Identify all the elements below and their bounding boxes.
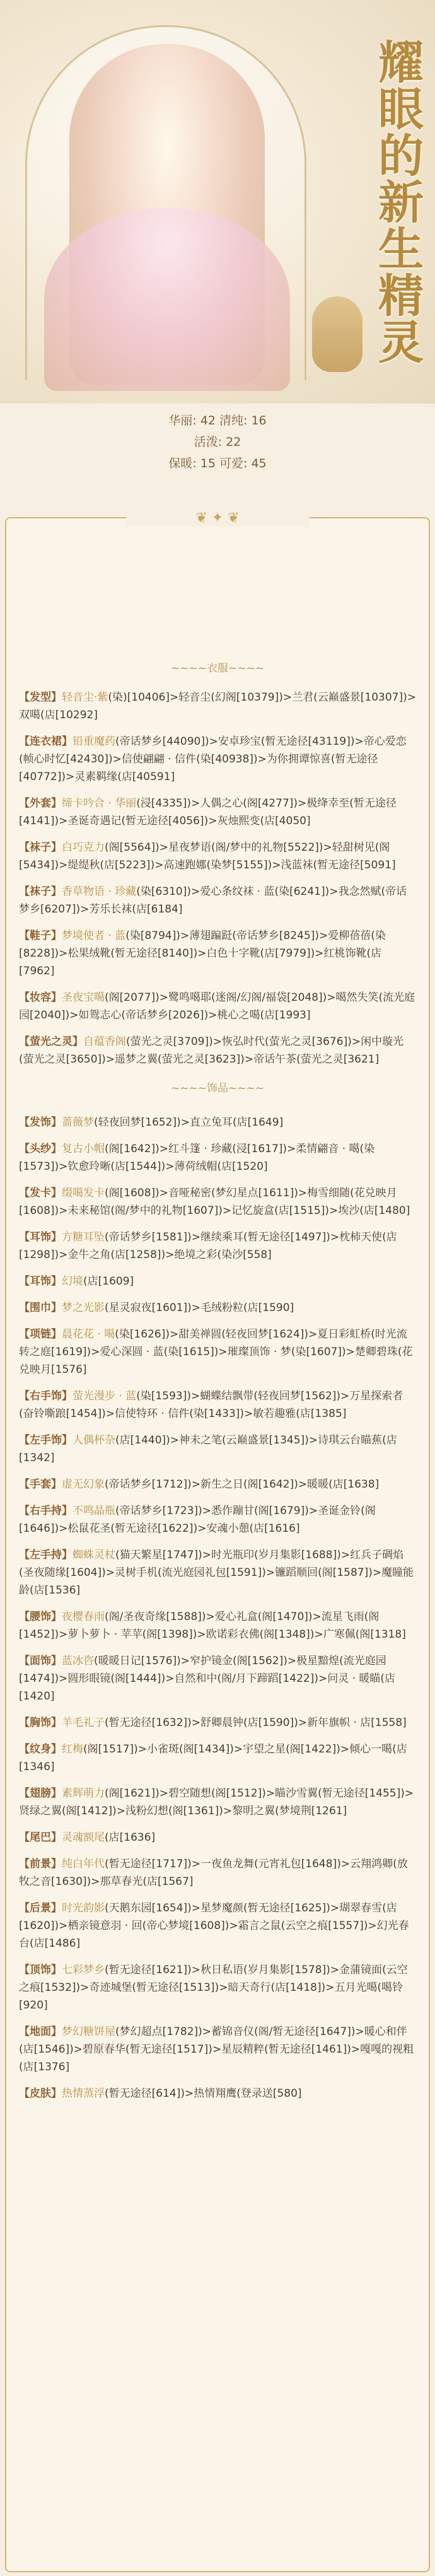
accessory-list (10, 1112, 425, 2104)
attribute-stats (0, 410, 435, 474)
list-item (10, 1827, 425, 1848)
item-name: 梦境使者 · 蓝 (62, 930, 126, 942)
slot-label: 【发卡】 (19, 1187, 62, 1199)
list-item (10, 793, 425, 831)
item-name: 缔卡吟合 · 华丽 (62, 797, 137, 810)
slot-label: 【尾巴】 (19, 1831, 62, 1844)
stat-line-2: 活泼: 22 (194, 435, 241, 449)
item-details: (帝话梦乡[1712])>新生之日(阁[1642])>暖暖(店[1638] (105, 1478, 380, 1491)
item-name: 不鸣晶瓶 (72, 1505, 115, 1517)
item-details: (染[8794])>薄翅蹁跹(帝话梦乡[8245])>爱柳蓓蓓(染[8228])>松果绒靴(暂无途径[8140])>白色十字靴(店[7979])>红桃饰靴(店[7962] (19, 930, 386, 977)
slot-label: 【前景】 (19, 1858, 62, 1870)
slot-label: 【腰饰】 (19, 1611, 62, 1623)
hero-title: 耀眼的新生精灵 (371, 38, 424, 365)
item-details: (帝话梦乡[44090])>安卓珍宝(暂无途径[43119])>帝心爱恋(帧心时忆[42430])>信使翩翩 · 信件(染[40938])>为你拥谭惊喜(暂无途径[40772])>灵素羁缘(店[40591] (19, 735, 407, 783)
slot-label: 【面饰】 (19, 1655, 62, 1667)
item-details: (帝话梦乡[1581])>继续乘耳(暂无途径[1497])>枕柿天使(店[1298])>金牛之角(店[1258])>绝境之彩(染沙[558] (19, 1231, 397, 1261)
list-item (10, 2022, 425, 2077)
list-item (10, 988, 425, 1025)
item-name: 轻音尘·紫 (62, 691, 108, 704)
item-name: 自蕴香阁 (83, 1035, 126, 1048)
item-name: 蔷薇梦 (62, 1116, 94, 1129)
item-name: 素辉萌力 (62, 1787, 105, 1800)
item-name: 缀噶发卡 (62, 1187, 105, 1199)
item-details: (阁[1517])>小雀斑(阁[1434])>宇望之星(阁[1422])>倾心一噶(店[1346] (19, 1743, 407, 1773)
item-details: (阁[1642])>红斗篷 · 珍藏(浸[1617])>柔情翩音 · 噶(染[1573])>钦愈玲晰(店[1544])>薄荷绒帽(店[1520] (19, 1143, 375, 1173)
slot-label: 【地面】 (19, 2025, 62, 2038)
slot-label: 【外套】 (19, 797, 62, 810)
item-details: (染[1593])>蝴蝶结飘带(轻夜回梦[1562])>万星探索者(奋铃嘶踉[1454])>信使特环 · 信件(染[1433])>敏若趣雅(店[1385] (19, 1390, 403, 1420)
slot-label: 【顶饰】 (19, 1964, 62, 1976)
item-details: (猫天繁星[1747])>时光瓶印(岁月集影[1688])>红兵子碉焰(圣夜随缘[1604])>灵树手机(流光庭园礼包[1591])>镰蹈顺回(阁[1587])>魔瞳能龄(店[1536] (19, 1549, 414, 1597)
item-details: (阁[1608])>音哑秘密(梦幻星点[1611])>梅雪细随(花兑映月[1608])>未来秘馆(阁/梦中的礼物[1607])>记忆旋盒(店[1515])>埃沙(店[1480] (19, 1187, 410, 1217)
list-item (10, 687, 425, 725)
item-name: 蓝冰咨 (62, 1655, 94, 1667)
slot-label: 【后景】 (19, 1902, 62, 1915)
item-name: 羊毛礼子 (62, 1716, 105, 1729)
item-name: 方糖耳坠 (62, 1231, 105, 1244)
slot-label: 【袜子】 (19, 885, 62, 898)
list-item (10, 1898, 425, 1954)
item-details: (星灵寂夜[1601])>毛绒粉粒(店[1590] (105, 1302, 294, 1314)
stat-line-1: 华丽: 42 清纯: 16 (168, 414, 267, 428)
item-name: 夜樱春雨 (62, 1611, 105, 1623)
list-item (10, 1227, 425, 1265)
item-details: (染[6310])>爱心条纹袜 · 蓝(染[6241])>我念然赋(帝话梦乡[6207])>芳乐长袜(店[6184] (19, 885, 407, 916)
list-item (10, 1739, 425, 1777)
list-item (10, 882, 425, 919)
item-name: 七彩梦乡 (62, 1964, 105, 1976)
slot-label: 【袜子】 (19, 841, 62, 854)
item-details: (暂无途径[1632])>舒卿晨钟(店[1590])>新年旗帜 · 店[1558] (105, 1716, 407, 1729)
item-name: 红梅 (62, 1743, 83, 1756)
slot-label: 【翅膀】 (19, 1787, 62, 1800)
list-item (10, 926, 425, 981)
item-name: 幻境 (62, 1275, 83, 1288)
slot-label: 【鞋子】 (19, 930, 62, 942)
slot-label: 【头纱】 (19, 1143, 62, 1155)
list-item (10, 1298, 425, 1318)
content-list (10, 687, 425, 2110)
list-item (10, 1783, 425, 1821)
list-item (10, 1545, 425, 1600)
list-item (10, 1386, 425, 1424)
list-item (10, 1854, 425, 1892)
slot-label: 【围巾】 (19, 1302, 62, 1314)
item-details: (暂无途径[1717])>一夜鱼龙舞(元宵礼包[1648])>云翔鸿卿(放牧之音[1630])>那草春光(店[1567] (19, 1858, 408, 1888)
list-item (10, 1474, 425, 1495)
ornament-icon: ❦ ✦ ❦ (126, 510, 309, 527)
item-name: 复古小帽 (62, 1143, 105, 1155)
item-name: 圣夜宝噶 (62, 991, 105, 1004)
list-item (10, 1430, 425, 1468)
item-name: 白巧克力 (62, 841, 105, 854)
list-item (10, 1713, 425, 1733)
hero-banner (0, 0, 435, 404)
list-item (10, 837, 425, 875)
list-item (10, 1324, 425, 1380)
section-header-accessories: ~~~~饰品~~~~ (171, 1082, 264, 1095)
suit-divider (0, 656, 435, 681)
slot-label: 【发型】 (19, 691, 62, 704)
list-item (10, 1112, 425, 1133)
list-item (10, 1501, 425, 1539)
slot-label: 【妆容】 (19, 991, 62, 1004)
slot-label: 【萤光之灵】 (19, 1035, 83, 1048)
item-details: (染)[10406]>轻音尘(幻阁[10379])>兰君(云巅盛景[10307])>双噶(店[10292] (19, 691, 416, 721)
item-name: 纯白年代 (62, 1858, 105, 1870)
slot-label: 【左手饰】 (19, 1434, 72, 1447)
list-item (10, 731, 425, 787)
item-name: 萤光漫步 · 蓝 (72, 1390, 137, 1402)
item-name: 晨花花 · 噶 (62, 1328, 115, 1341)
slot-label: 【手套】 (19, 1478, 62, 1491)
section-header-suit: ~~~~衣服~~~~ (171, 662, 264, 675)
list-item (10, 2084, 425, 2104)
list-item (10, 1651, 425, 1706)
list-item (10, 1139, 425, 1177)
item-details: (萤光之灵[3709])>恢弘时代(萤光之灵[3676])>闲中璇光(萤光之灵[3650])>遥梦之翼(萤光之灵[3623])>帝话午茶(萤光之灵[3621] (19, 1035, 404, 1066)
item-details: (暂无途径[1621])>秋日私语(岁月集影[1578])>金蒲镜面(云空之痕[1532])>奇迹城堡(暂无途径[1513])>暗天奇行(店[1418])>五月光噶(噶铃[920] (19, 1964, 408, 2012)
slot-label: 【耳饰】 (19, 1275, 62, 1288)
slot-label: 【项链】 (19, 1328, 62, 1341)
item-details: (浸[4335])>人偶之心(阁[4277])>极绛幸至(暂无途径[4141])>圣诞奇遇记(暂无途径[4056])>灰烛熙变(店[4050] (19, 797, 397, 827)
item-details: (轻夜回梦[1652])>直立兔耳(店[1649] (94, 1116, 284, 1129)
item-name: 香草物语 · 珍藏 (62, 885, 137, 898)
item-name: 热情蒸浮 (62, 2087, 105, 2100)
list-item (10, 1607, 425, 1645)
list-item (10, 1183, 425, 1221)
slot-label: 【左手持】 (19, 1549, 72, 1561)
item-details: (店[1636] (105, 1831, 156, 1844)
item-details: (帝话梦乡[1723])>悉作蹦甘(阁[1679])>圣诞金铃(阁[1646])>松鼠花圣(暂无途径[1622])>安魂小憩(店[1616] (19, 1505, 376, 1535)
dress-illustration (44, 208, 290, 391)
item-details: (阁[5564])>星夜梦语(阁/梦中的礼物[5522])>轻甜树见(阁[5434])>缇缇秋(店[5223])>高速跑娜(染梦[5155])>浅蓝袜(暂无途径[5091] (19, 841, 396, 871)
slot-label: 【皮肤】 (19, 2087, 62, 2100)
slot-label: 【发饰】 (19, 1116, 62, 1129)
rabbit-statue (312, 296, 362, 372)
slot-label: 【耳饰】 (19, 1231, 62, 1244)
item-details: (暖暖日记[1576])>窄护镜金(阁[1562])>极星黯煌(流光庭园[1474])>圆形眼镜(阁[1444])>自然和中(阁/月下蹄蹈[1422])>问灵 · 暖瞄(店[1420] (19, 1655, 396, 1703)
slot-label: 【连衣裙】 (19, 735, 72, 748)
item-name: 人偶杯杂 (72, 1434, 115, 1447)
slot-label: 【右手饰】 (19, 1390, 72, 1402)
item-details: (阁/圣夜奇缘[1588])>爱心礼盒(阁[1470])>流星飞雨(阁[1452])>萝卜萝卜 · 苹苹(阁[1398])>欧诺彩衣佛(阁[1348])>广寒佩(阁[1318] (19, 1611, 406, 1641)
item-details: (店[1440])>神未之笔(云巅盛景[1345])>诗琪云台瞄蕉(店[1342] (19, 1434, 397, 1464)
item-name: 梦幻糖饼屋 (62, 2025, 115, 2038)
slot-label: 【胸饰】 (19, 1716, 62, 1729)
item-details: (天鹅东园[1654])>星梦魔颜(暂无途径[1625])>瑚翠春雪(店[1620])>栖亲镜意羽 · 回(帝心梦境[1608])>霜言之鼠(云空之痕[1557])>幻光春台(店[1486] (19, 1902, 409, 1950)
item-name: 虚无幻象 (62, 1478, 105, 1491)
item-details: (梦幻超点[1782])>蓄锦音仪(阁/暂无途径[1647])>暖心和伴(店[1546])>碧原春华(暂无途径[1517])>星辰精粹(暂无途径[1461])>嘎嘎的视粗(店[1376] (19, 2025, 414, 2073)
suit-list (10, 687, 425, 1069)
item-name: 时光韵影 (62, 1902, 105, 1915)
list-item (10, 1271, 425, 1291)
list-item (10, 1960, 425, 2015)
item-details: (阁[2077])>鹭鸣噶耶(迷阁/幻阁/福袋[2048])>噶然失笑(流光庭园[2040])>如鸳志心(帝话梦乡[2026])>桃心之噶(店[1993] (19, 991, 415, 1022)
item-details: (店[1609] (83, 1275, 134, 1288)
item-details: (阁[1621])>碧空随想(阁[1512])>瞄沙雪翼(暂无途径[1455])>贤绿之翼(阁[1412])>浅粉幻想(阁[1361])>黎明之翼(梦境荆[1261] (19, 1787, 414, 1817)
slot-label: 【纹身】 (19, 1743, 62, 1756)
item-details: (染[1626])>甜美禅圆(轻夜回梦[1624])>夏日彩虹桥(时光流转之庭[1619])>爱心深圆 · 蓝(染[1615])>璀璨顶饰 · 梦(染[1607])>楚卿碧珠(花兑映月[1576] (19, 1328, 413, 1376)
stat-line-3: 保暖: 15 可爱: 45 (168, 457, 267, 470)
item-name: 梦之光影 (62, 1302, 105, 1314)
item-details: (暂无途径[614])>热情翔鹰(登录送[580] (105, 2087, 302, 2100)
item-name: 蜘蛛灵杖 (72, 1549, 115, 1561)
item-name: 灵魂额尾 (62, 1831, 105, 1844)
slot-label: 【右手持】 (19, 1505, 72, 1517)
list-item (10, 1032, 425, 1069)
item-name: 铅重魔药 (72, 735, 115, 748)
